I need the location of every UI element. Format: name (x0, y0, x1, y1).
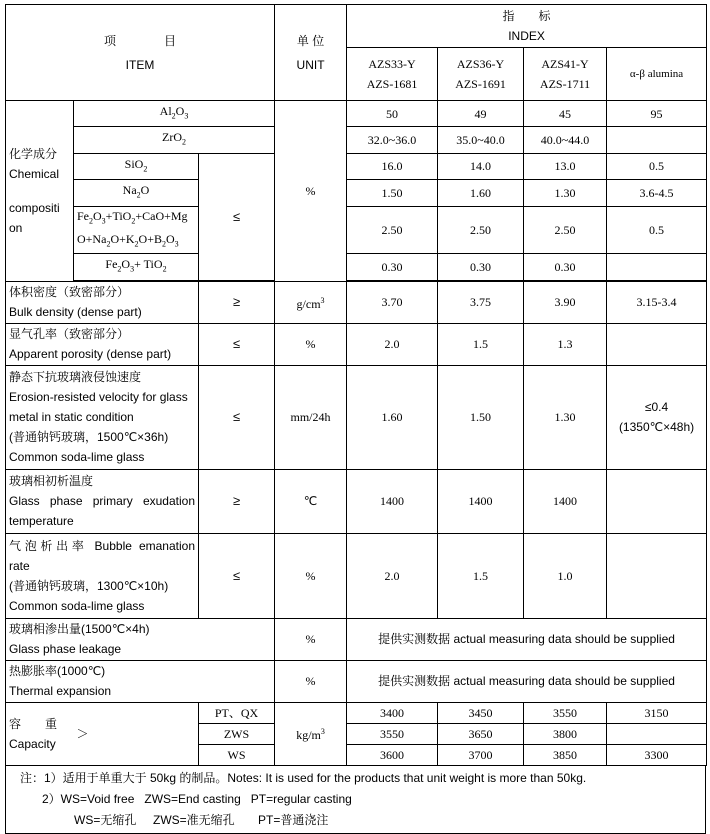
table-cell: 3700 (438, 744, 524, 765)
grade-header: AZS33-Y AZS-1681 (347, 48, 438, 101)
table-cell (607, 323, 707, 365)
index-header-en: INDEX (508, 29, 545, 43)
table-cell: 0.5 (607, 153, 707, 179)
table-cell (607, 254, 707, 280)
index-header-zh: 指 标 (502, 9, 551, 23)
table-cell: 1.50 (438, 365, 524, 469)
erosion-alpha-cell: ≤0.4 (1350℃×48h) (607, 365, 707, 469)
table-cell: 2.0 (347, 533, 438, 618)
bulk-label: 体积密度（致密部分） Bulk density (dense part) (6, 281, 199, 323)
table-cell: 3150 (607, 702, 707, 723)
table-cell: 3.75 (438, 281, 524, 323)
table-cell (607, 723, 707, 744)
table-cell: 32.0~36.0 (347, 127, 438, 153)
item-header-zh: 项 目 (104, 33, 177, 48)
table-cell: 1.50 (347, 180, 438, 206)
table-cell (607, 469, 707, 533)
table-cell: 35.0~40.0 (438, 127, 524, 153)
table-cell: 3400 (347, 702, 438, 723)
table-cell: 1400 (438, 469, 524, 533)
chemical-le-sign: ≤ (199, 153, 275, 280)
porosity-label: 显气孔率（致密部分） Apparent porosity (dense part) (6, 323, 199, 365)
chemical-label: 化学成分 Chemical compositi on (6, 101, 74, 282)
grade-header: α-β alumina (607, 48, 707, 101)
table-cell: 3850 (524, 744, 607, 765)
table-cell: 3300 (607, 744, 707, 765)
erosion-label: 静态下抗玻璃液侵蚀速度 Erosion-resisted velocity for glass metal in static condition (普通钠钙玻璃，1500℃×36h) Common soda-lime glass (6, 365, 199, 469)
capacity-label: 容 重 Capacity (6, 702, 74, 765)
table-cell: 1.3 (524, 323, 607, 365)
spec-table-wrapper (5, 4, 706, 834)
exudation-unit: ℃ (275, 469, 347, 533)
item-header (6, 5, 275, 101)
table-cell: 3.6-4.5 (607, 180, 707, 206)
chemical-unit: % (275, 101, 347, 282)
index-header (347, 5, 707, 48)
table-cell: 95 (607, 101, 707, 127)
note-line-2: 2）WS=Void free ZWS=End casting PT=regular casting (42, 791, 352, 806)
table-cell: 1.5 (438, 533, 524, 618)
table-cell: 0.30 (347, 254, 438, 280)
exudation-label: 玻璃相初析温度 Glass phase primary exudation temperature (6, 469, 199, 533)
table-cell: 2.50 (438, 206, 524, 254)
table-cell: 1.30 (524, 365, 607, 469)
table-cell: 3.70 (347, 281, 438, 323)
table-cell: 1.30 (524, 180, 607, 206)
table-cell: 3650 (438, 723, 524, 744)
note-line-1: 注：1）适用于单重大于 50kg 的制品。Notes: It is used for the products that unit weight is more than 50kg. (20, 770, 587, 785)
grade-header: AZS36-Y AZS-1691 (438, 48, 524, 101)
fe2o3-tio2-label: $Fe_2O_3+ TiO_2$ (74, 254, 199, 280)
bubble-unit: % (275, 533, 347, 618)
zro2-label: ZrO$_2$ (74, 127, 275, 153)
unit-header-en: UNIT (296, 57, 325, 72)
thermal-note: 提供实测数据 actual measuring data should be supplied (347, 660, 707, 702)
notes-table (5, 766, 706, 834)
porosity-unit: % (275, 323, 347, 365)
table-cell: 1.5 (438, 323, 524, 365)
leakage-unit: % (275, 618, 347, 660)
table-cell: 40.0~44.0 (524, 127, 607, 153)
capacity-unit: $kg/m^3$ (275, 702, 347, 765)
notes-cell (6, 766, 706, 834)
porosity-op: ≤ (199, 323, 275, 365)
table-cell: 3600 (347, 744, 438, 765)
table-cell: 3800 (524, 723, 607, 744)
oxide-sum-label: $Fe_2O_3+TiO_2+CaO+Mg$ $O+Na_2O+K_2O+B_2O_3$ (74, 206, 199, 254)
table-cell: 13.0 (524, 153, 607, 179)
exudation-op: ≥ (199, 469, 275, 533)
bulk-op: ≥ (199, 281, 275, 323)
table-cell (607, 127, 707, 153)
table-cell: 50 (347, 101, 438, 127)
bubble-op: ≤ (199, 533, 275, 618)
table-cell: 1.60 (438, 180, 524, 206)
table-cell: 0.5 (607, 206, 707, 254)
table-cell: 3.15-3.4 (607, 281, 707, 323)
table-cell: 14.0 (438, 153, 524, 179)
table-cell: 49 (438, 101, 524, 127)
bulk-unit: $g/cm^3$ (275, 281, 347, 323)
spec-table (5, 4, 707, 766)
thermal-unit: % (275, 660, 347, 702)
unit-header-zh: 单 位 (296, 33, 325, 48)
bubble-label: 气泡析出率 Bubble emanation rate (普通钠钙玻璃，1300℃×10h) Common soda-lime glass (6, 533, 199, 618)
capacity-row-label: WS (199, 744, 275, 765)
item-header-en: ITEM (125, 57, 155, 72)
leakage-note: 提供实测数据 actual measuring data should be supplied (347, 618, 707, 660)
table-cell: 2.50 (524, 206, 607, 254)
table-cell (607, 533, 707, 618)
table-cell: 0.30 (524, 254, 607, 280)
na2o-label: $Na_2O$ (74, 180, 199, 206)
thermal-label: 热膨胀率(1000℃) Thermal expansion (6, 660, 275, 702)
capacity-row-label: ZWS (199, 723, 275, 744)
table-cell: 0.30 (438, 254, 524, 280)
sio2-label: SiO$_2$ (74, 153, 199, 179)
table-cell: 2.50 (347, 206, 438, 254)
table-cell: 1400 (524, 469, 607, 533)
grade-header: AZS41-Y AZS-1711 (524, 48, 607, 101)
table-cell: 1.60 (347, 365, 438, 469)
table-cell: 1400 (347, 469, 438, 533)
capacity-op: ＞ (74, 702, 199, 765)
table-cell: 3550 (524, 702, 607, 723)
table-cell: 3450 (438, 702, 524, 723)
table-cell: 3.90 (524, 281, 607, 323)
leakage-label: 玻璃相渗出量(1500℃×4h) Glass phase leakage (6, 618, 275, 660)
al2o3-label: $Al_2O_3$ (74, 101, 275, 127)
table-cell: 3550 (347, 723, 438, 744)
table-cell: 16.0 (347, 153, 438, 179)
note-line-3: WS=无缩孔 ZWS=准无缩孔 PT=普通浇注 (74, 812, 329, 827)
table-cell: 2.0 (347, 323, 438, 365)
capacity-row-label: PT、QX (199, 702, 275, 723)
erosion-op: ≤ (199, 365, 275, 469)
table-cell: 1.0 (524, 533, 607, 618)
erosion-unit: mm/24h (275, 365, 347, 469)
unit-header (275, 5, 347, 101)
table-cell: 45 (524, 101, 607, 127)
